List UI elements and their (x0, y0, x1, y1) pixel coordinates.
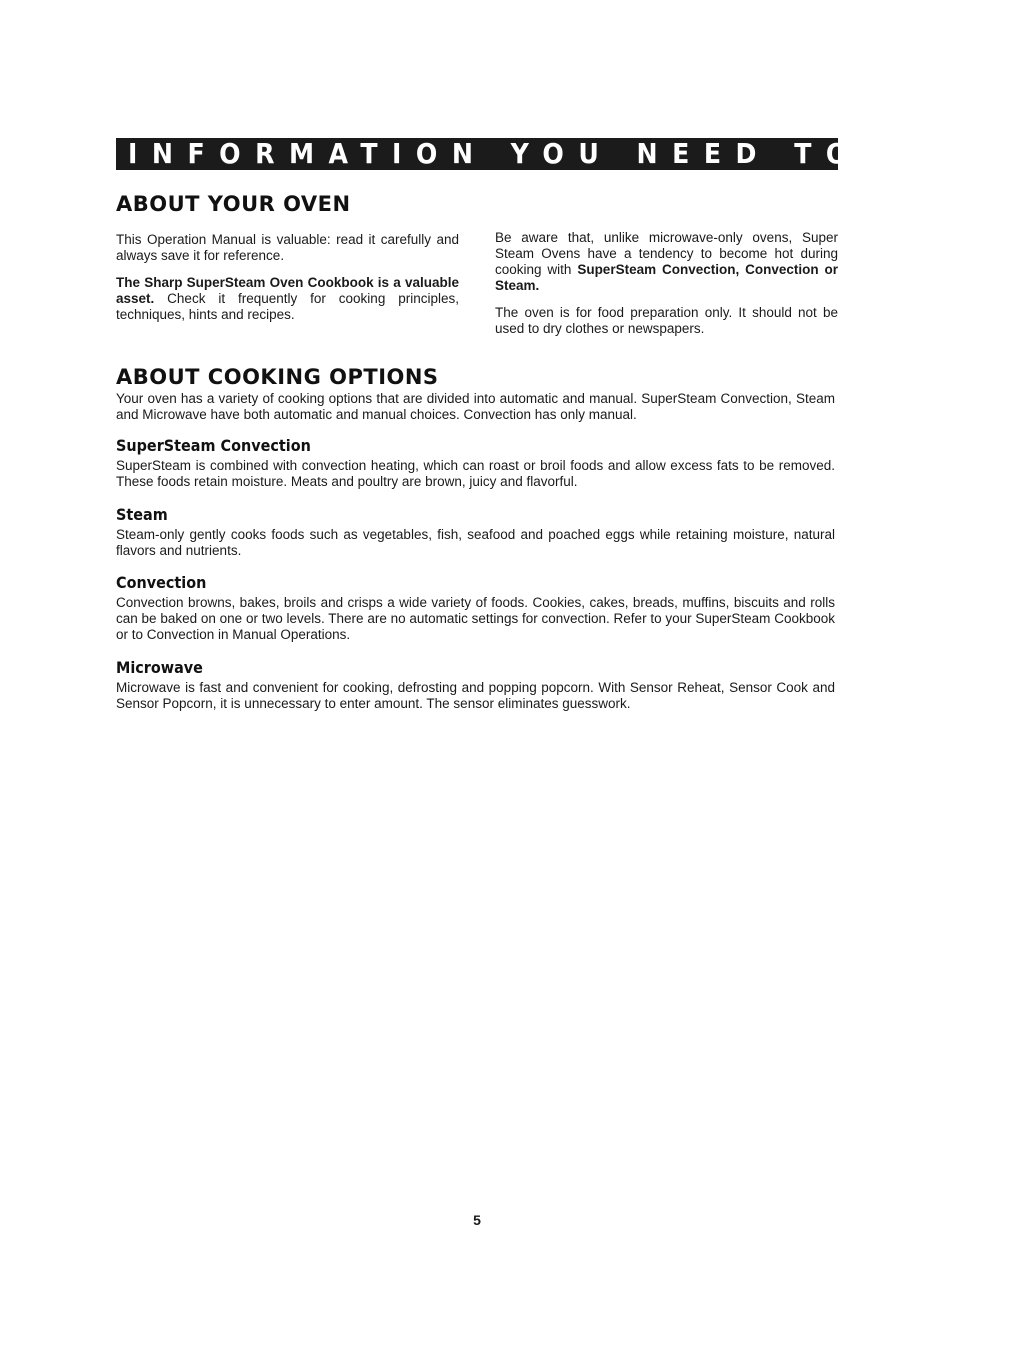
page-number: 5 (473, 1212, 481, 1228)
hot-oven-warning-text: Be aware that, unlike microwave-only ovens, Super Steam Ovens have a tendency to become hot during cooking with (495, 230, 838, 277)
option-title: Convection (116, 573, 207, 592)
option-microwave (116, 658, 835, 712)
manual-note-paragraph: This Operation Manual is valuable: read it carefully and always save it for reference. (116, 232, 459, 263)
cooking-options-intro (116, 391, 835, 423)
option-description: SuperSteam is combined with convection heating, which can roast or broil foods and allow excess fats to be removed. These foods retain moisture. Meats and poultry are brown, juicy and flavorful. (116, 458, 835, 489)
option-title: Microwave (116, 658, 203, 677)
about-oven-right-column (495, 230, 838, 348)
about-oven-left-column (116, 232, 459, 334)
option-description: Microwave is fast and convenient for cooking, defrosting and popping popcorn. With Sensor Reheat, Sensor Cook and Sensor Popcorn, it is unnecessary to enter amount. The sensor eliminates guesswork. (116, 680, 835, 711)
cooking-options-heading: ABOUT COOKING OPTIONS (116, 365, 439, 389)
cooking-options-intro-text: Your oven has a variety of cooking options that are divided into automatic and manual. SuperSteam Convection, Steam and Microwave have both automatic and manual choices. Convection has only manual. (116, 391, 835, 422)
hot-oven-modes-bold: SuperSteam Convection, Convection or Steam. (495, 262, 838, 293)
cookbook-rest-text: Check it frequently for cooking principles, techniques, hints and recipes. (116, 291, 459, 322)
cookbook-paragraph (116, 275, 459, 323)
about-oven-heading: ABOUT YOUR OVEN (116, 192, 351, 216)
cookbook-bold-text: The Sharp SuperSteam Oven Cookbook is a valuable asset. (116, 275, 459, 306)
option-title: SuperSteam Convection (116, 436, 311, 455)
hot-oven-warning-paragraph (495, 230, 838, 294)
food-only-paragraph: The oven is for food preparation only. It should not be used to dry clothes or newspapers. (495, 305, 838, 336)
option-steam (116, 505, 835, 559)
option-title: Steam (116, 505, 168, 524)
option-supersteam-convection (116, 436, 835, 490)
option-description: Steam-only gently cooks foods such as vegetables, fish, seafood and poached eggs while retaining moisture, natural flavors and nutrients. (116, 527, 835, 558)
section-banner: INFORMATION YOU NEED TO KNOW (116, 138, 838, 170)
option-description: Convection browns, bakes, broils and crisps a wide variety of foods. Cookies, cakes, breads, muffins, biscuits and rolls can be baked on one or two levels. There are no automatic settings for convection. Refer to your SuperSteam Cookbook or to Convection in Manual Operations. (116, 595, 835, 642)
option-convection (116, 573, 835, 643)
